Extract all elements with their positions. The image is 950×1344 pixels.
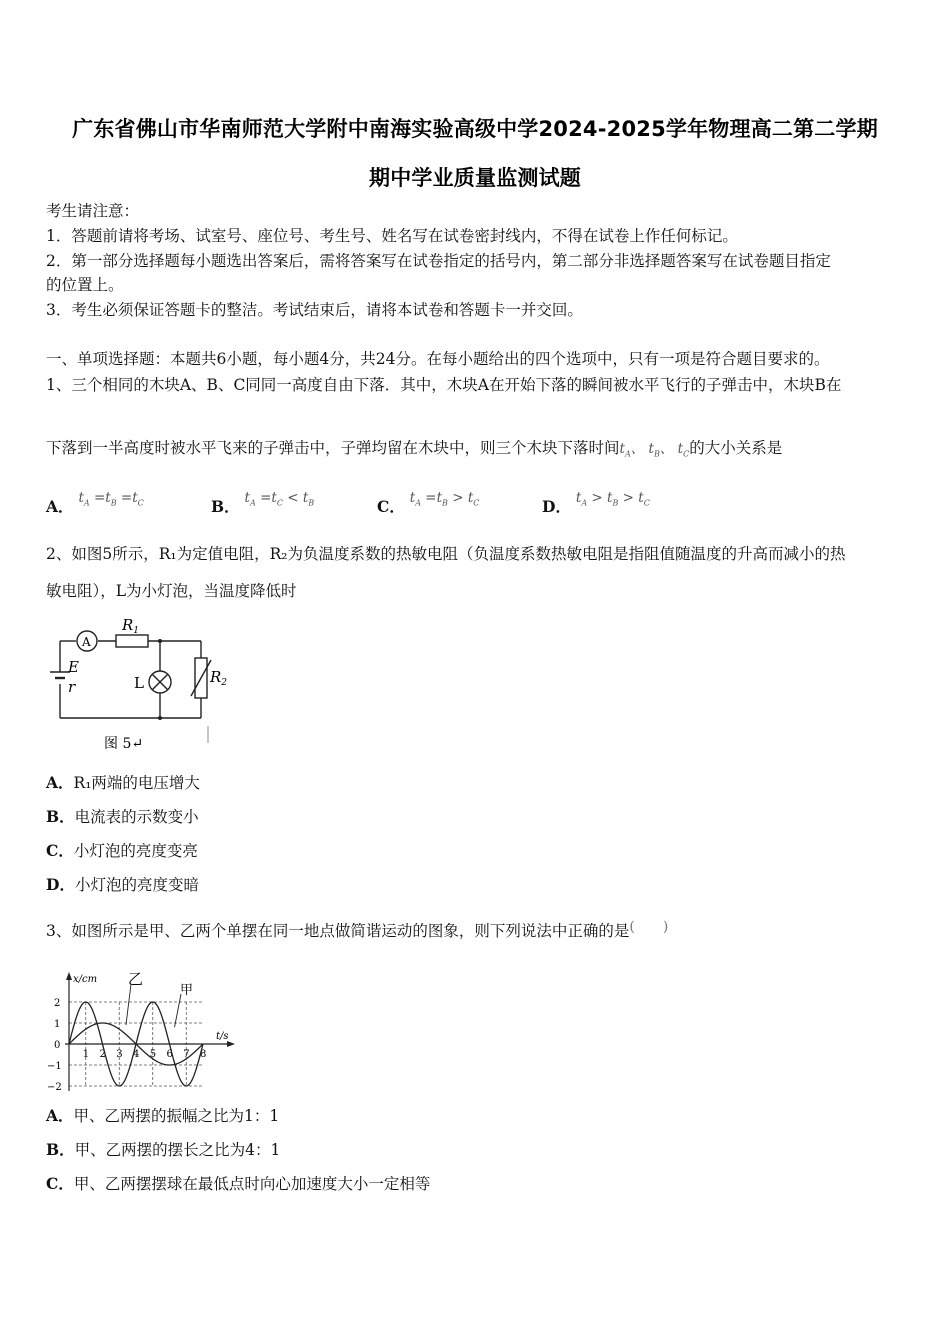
x-tick-label: 7 (183, 1049, 190, 1060)
r1-label: $R_1$ (122, 616, 140, 636)
x-tick-label: 4 (133, 1049, 140, 1060)
q2-option-a[interactable]: A．R₁两端的电压增大 (46, 773, 200, 792)
y-tick-label: −2 (47, 1082, 62, 1093)
q2-option-c[interactable]: C．小灯泡的亮度变亮 (46, 841, 198, 860)
q2-option-d[interactable]: D．小灯泡的亮度变暗 (46, 875, 199, 894)
q2-circuit-diagram (46, 612, 228, 757)
q3-option-b[interactable]: B．甲、乙两摆的摆长之比为4：1 (46, 1140, 281, 1159)
internal-resistance-label: r (68, 678, 76, 696)
q3-stem-text: 3、如图所示是甲、乙两个单摆在同一地点做简谐运动的图象，则下列说法中正确的是 (46, 922, 630, 940)
y-tick-label: 2 (54, 998, 61, 1009)
q1-time-symbols: $t_A$、 $t_B$、 $t_C$ (619, 441, 690, 459)
q1-stem-tail: 的大小关系是 (689, 439, 783, 457)
notice-item: 1．答题前请将考场、试室号、座位号、考生号、姓名写在试卷密封线内，不得在试卷上作任何标记。 (46, 227, 738, 245)
q2-option-b[interactable]: B．电流表的示数变小 (46, 807, 199, 826)
y-tick-label: 1 (54, 1019, 61, 1030)
q1-option-d[interactable]: D． $t_A > t_B > t_C$ (542, 490, 650, 516)
notice-item: 2．第一部分选择题每小题选出答案后，需将答案写在试卷指定的括号内，第二部分非选择题答案写在试卷题目指定 (46, 252, 831, 270)
answer-bracket: ( ) (629, 919, 669, 935)
q3-oscillation-chart (46, 966, 246, 1096)
y-tick-label: −1 (47, 1061, 62, 1072)
notice-item: 3．考生必须保证答题卡的整洁。考试结束后，请将本试卷和答题卡一并交回。 (46, 301, 583, 319)
q3-option-a[interactable]: A．甲、乙两摆的振幅之比为1：1 (46, 1106, 280, 1125)
series-label-yi: 乙 (128, 970, 144, 988)
lamp-label: L (134, 674, 144, 692)
y-axis-label: x/cm (73, 974, 98, 985)
x-tick-label: 8 (200, 1049, 207, 1060)
y-tick-label: 0 (54, 1040, 61, 1051)
leader-line (175, 994, 181, 1027)
x-tick-label: 2 (99, 1049, 106, 1060)
x-tick-label: 5 (149, 1049, 157, 1060)
x-tick-label: 1 (82, 1049, 90, 1060)
r2-label: $R_2$ (210, 668, 228, 688)
q1-option-b[interactable]: B． $t_A =t_C < t_B$ (211, 490, 315, 516)
x-tick-label: 3 (116, 1049, 123, 1060)
emf-label: E (68, 658, 79, 676)
q3-stem-line-1 (46, 920, 668, 943)
q1-stem-line-1: 1、三个相同的木块A、B、C同同一高度自由下落．其中，木块A在开始下落的瞬间被水平飞行的子弹击中，木块B在 (46, 376, 842, 394)
x-axis-label: t/s (216, 1031, 229, 1042)
notice-heading: 考生请注意： (46, 202, 140, 220)
q2-stem-line-1: 2、如图5所示，R₁为定值电阻，R₂为负温度系数的热敏电阻（负温度系数热敏电阻是指阻值随温度的升高而减小的热 (46, 545, 846, 563)
q3-option-c[interactable]: C．甲、乙两摆摆球在最低点时向心加速度大小一定相等 (46, 1174, 431, 1193)
leader-line (126, 984, 131, 1025)
exam-title-line-1: 广东省佛山市华南师范大学附中南海实验高级中学2024-2025学年物理高二第二学期 (72, 117, 878, 141)
resistor-r1-icon (116, 635, 148, 647)
q2-stem-line-2: 敏电阻），L为小灯泡，当温度降低时 (46, 582, 297, 600)
section-1-heading: 一、单项选择题：本题共6小题，每小题4分，共24分。在每小题给出的四个选项中，只有一项是符合题目要求的。 (46, 350, 830, 368)
q1-stem-line-2 (46, 437, 782, 466)
figure-caption: 图 5↵ (104, 736, 144, 752)
q1-option-a[interactable]: A． $t_A =t_B =t_C$ (46, 490, 144, 516)
exam-title-line-2: 期中学业质量监测试题 (369, 166, 581, 190)
q1-option-c[interactable]: C． $t_A =t_B > t_C$ (377, 490, 480, 516)
ammeter-label: A (82, 635, 91, 649)
y-axis-arrow (66, 972, 72, 980)
notice-item: 的位置上。 (46, 276, 124, 294)
q1-stem-text: 下落到一半高度时被水平飞来的子弹击中，子弹均留在木块中，则三个木块下落时间 (46, 439, 620, 457)
x-tick-label: 6 (166, 1049, 173, 1060)
series-label-jia: 甲 (180, 983, 194, 998)
